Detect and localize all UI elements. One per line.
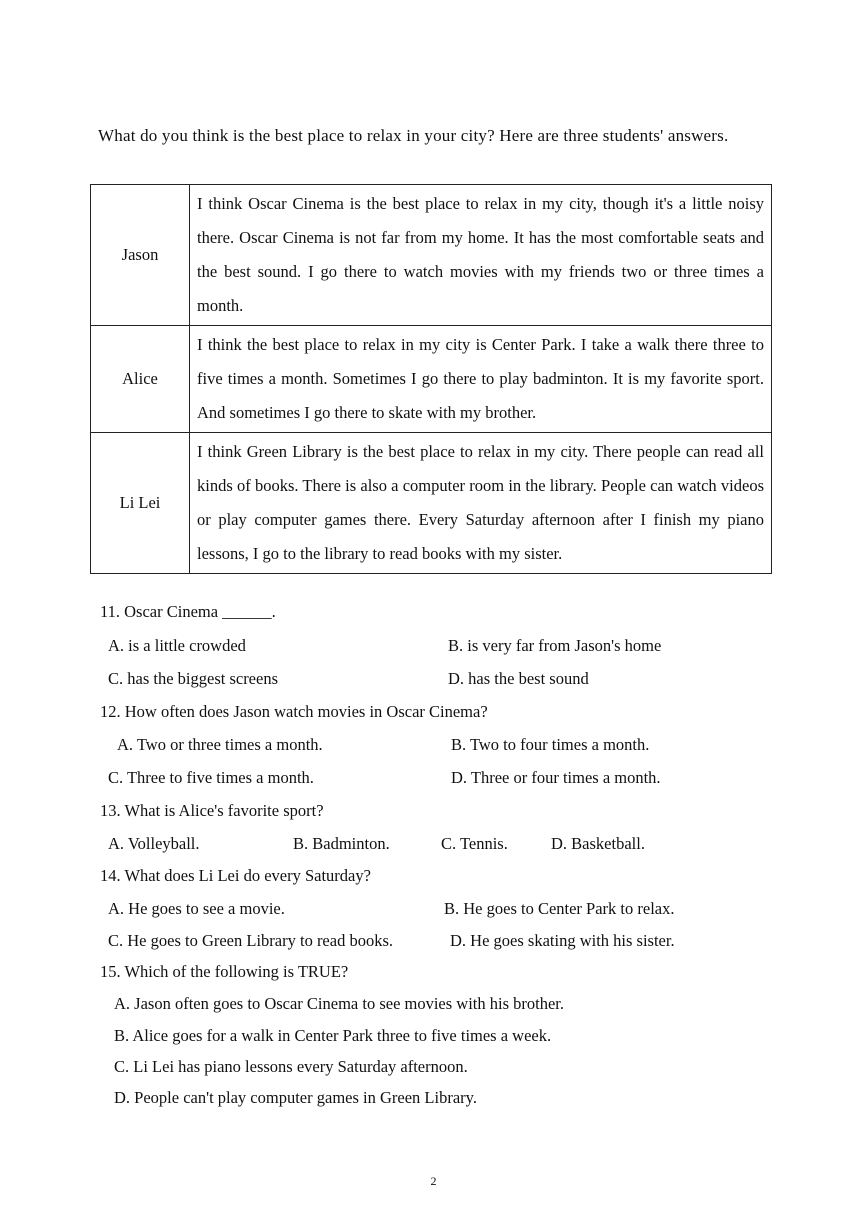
option-c: C. Three to five times a month.	[108, 768, 314, 787]
table-row	[91, 433, 772, 574]
option-b: B. Badminton.	[293, 834, 390, 853]
option-c: C. Li Lei has piano lessons every Saturday afternoon.	[114, 1057, 468, 1076]
option-d: D. Basketball.	[551, 834, 645, 853]
option-b: B. Two to four times a month.	[451, 735, 650, 754]
option-a: A. He goes to see a movie.	[108, 899, 285, 918]
option-c: C. has the biggest screens	[108, 669, 279, 688]
option-b: B. He goes to Center Park to relax.	[444, 899, 675, 918]
student-name: Jason	[91, 185, 190, 326]
option-c: C. He goes to Green Library to read books.	[108, 931, 394, 950]
option-a: A. is a little crowded	[108, 636, 246, 655]
question-stem: 11. Oscar Cinema ______.	[100, 602, 276, 621]
option-d: D. He goes skating with his sister.	[450, 931, 675, 950]
table-row	[91, 185, 772, 326]
option-b: B. Alice goes for a walk in Center Park three to five times a week.	[114, 1026, 552, 1045]
student-answer: I think the best place to relax in my city is Center Park. I take a walk there three to five times a month. Sometimes I go there to play badminton. It is my favorite sport. And sometimes I go there to skate with my brother.	[190, 326, 772, 433]
option-a: A. Jason often goes to Oscar Cinema to see movies with his brother.	[114, 994, 565, 1013]
intro-text: What do you think is the best place to relax in your city? Here are three students' answers.	[98, 126, 729, 145]
option-d: D. People can't play computer games in Green Library.	[114, 1088, 477, 1107]
option-a: A. Two or three times a month.	[117, 735, 323, 754]
option-a: A. Volleyball.	[108, 834, 200, 853]
question-stem: 15. Which of the following is TRUE?	[100, 962, 349, 981]
student-name: Alice	[91, 326, 190, 433]
option-c: C. Tennis.	[441, 834, 508, 853]
table-row	[91, 326, 772, 433]
option-d: D. Three or four times a month.	[451, 768, 661, 787]
student-answer: I think Green Library is the best place to relax in my city. There people can read all kinds of books. There is also a computer room in the library. People can watch videos or play computer games there. Every Saturday afternoon after I finish my piano lessons, I go to the library to read books with my sister.	[190, 433, 772, 574]
reading-table	[90, 184, 772, 574]
student-answer: I think Oscar Cinema is the best place to relax in my city, though it's a little noisy there. Oscar Cinema is not far from my home. It has the most comfortable seats and the best sound. I go there to watch movies with my friends two or three times a month.	[190, 185, 772, 326]
question-stem: 12. How often does Jason watch movies in Oscar Cinema?	[100, 702, 488, 721]
question-stem: 14. What does Li Lei do every Saturday?	[100, 866, 371, 885]
option-d: D. has the best sound	[448, 669, 589, 688]
question-stem: 13. What is Alice's favorite sport?	[100, 801, 324, 820]
page-number: 2	[430, 1174, 437, 1188]
student-name: Li Lei	[91, 433, 190, 574]
option-b: B. is very far from Jason's home	[448, 636, 662, 655]
